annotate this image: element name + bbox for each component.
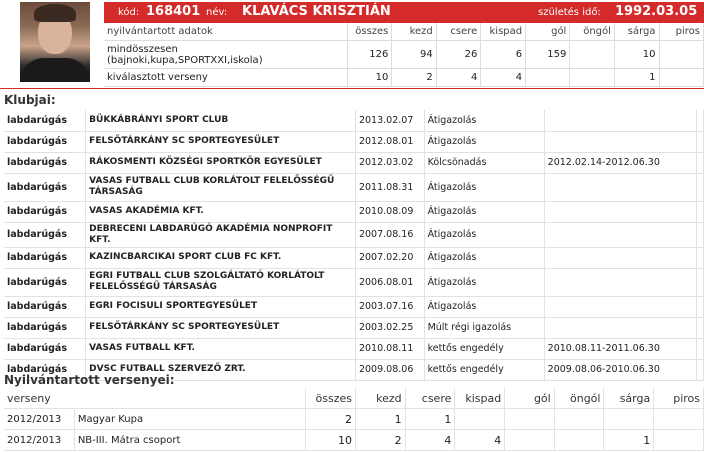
competitions-col-header: kezd [356,388,406,409]
player-stats-table [104,23,704,87]
club-date: 2011.08.31 [355,173,424,201]
club-transfer-type: Átigazolás [424,110,544,131]
club-name: VASAS FUTBALL CLUB KORLÁTOLT FELELŐSSÉGŰ TÁRSASÁG [86,173,356,201]
player-birth: 1992.03.05 [615,4,698,19]
club-name: VASAS AKADÉMIA KFT. [86,201,356,222]
club-row [4,131,704,152]
code-label: kód: [118,7,140,18]
col-piros: piros [659,23,704,41]
club-date: 2006.08.01 [355,268,424,296]
stat-value: 94 [392,41,436,69]
club-transfer-type: Átigazolás [424,222,544,247]
stat-value [570,41,615,69]
empty-cell [697,338,704,359]
club-row [4,247,704,268]
competitions-col-header: csere [405,388,455,409]
stat-value: 126 [347,41,392,69]
club-period [544,268,696,296]
name-label: név: [206,7,228,18]
club-row [4,222,704,247]
club-name: DEBRECENI LABDARÚGÓ AKADÉMIA NONPROFIT KFT. [86,222,356,247]
empty-cell [697,110,704,131]
col-kezd: kezd [392,23,436,41]
stat-value: 159 [526,41,570,69]
club-period [544,110,696,131]
stat-value: 2 [392,69,436,87]
stat-value [526,69,570,87]
club-row [4,110,704,131]
club-date: 2010.08.11 [355,338,424,359]
competitions-col-header: összes [306,388,356,409]
competition-stat-value: 1 [405,409,455,430]
competition-stat-value: 1 [604,430,654,451]
club-row [4,268,704,296]
club-name: RÁKOSMENTI KÖZSÉGI SPORTKÖR EGYESÜLET [86,152,356,173]
empty-cell [697,131,704,152]
player-code: 168401 [146,4,201,19]
competition-row [4,430,704,451]
competition-stat-value: 10 [306,430,356,451]
club-name: KAZINCBARCIKAI SPORT CLUB FC KFT. [86,247,356,268]
competition-stat-value [554,409,604,430]
club-sport: labdarúgás [4,152,86,173]
club-period [544,247,696,268]
club-name: BÜKKÁBRÁNYI SPORT CLUB [86,110,356,131]
empty-cell [697,296,704,317]
club-transfer-type: Átigazolás [424,201,544,222]
competition-stat-value [604,409,654,430]
competitions-col-header: öngól [554,388,604,409]
stat-value [659,69,704,87]
empty-cell [697,359,704,380]
club-row [4,201,704,222]
stat-value: 26 [436,41,481,69]
club-sport: labdarúgás [4,296,86,317]
stat-value [659,41,704,69]
stat-value [570,69,615,87]
club-row [4,338,704,359]
club-sport: labdarúgás [4,201,86,222]
competition-stat-value [554,430,604,451]
stat-value: 1 [614,69,659,87]
col-sarga: sárga [614,23,659,41]
club-transfer-type: Átigazolás [424,296,544,317]
competition-row [4,409,704,430]
club-transfer-type: Átigazolás [424,131,544,152]
player-photo [20,2,90,82]
competition-stat-value [505,409,554,430]
player-header-bar [104,2,704,23]
club-row [4,152,704,173]
competition-name: NB-III. Mátra csoport [74,430,305,451]
clubs-title: Klubjai: [4,93,56,107]
competitions-table [4,388,704,451]
club-sport: labdarúgás [4,110,86,131]
club-name: FELSŐTÁRKÁNY SC SPORTEGYESÜLET [86,131,356,152]
club-sport: labdarúgás [4,222,86,247]
club-period: 2009.08.06-2010.06.30 [544,359,696,380]
club-date: 2007.02.20 [355,247,424,268]
club-transfer-type: kettős engedély [424,359,544,380]
empty-cell [697,247,704,268]
club-date: 2009.08.06 [355,359,424,380]
empty-cell [697,268,704,296]
club-sport: labdarúgás [4,359,86,380]
stat-value: 4 [481,69,526,87]
stats-row-label: mindösszesen (bajnoki,kupa,SPORTXXI,iskola) [104,41,347,69]
club-transfer-type: Múlt régi igazolás [424,317,544,338]
col-ongol: öngól [570,23,615,41]
empty-cell [697,173,704,201]
competition-stat-value: 2 [306,409,356,430]
competition-stat-value [654,409,704,430]
club-date: 2012.03.02 [355,152,424,173]
club-period [544,201,696,222]
club-name: EGRI FOCISULI SPORTEGYESÜLET [86,296,356,317]
stat-value: 4 [436,69,481,87]
competitions-col-header: gól [505,388,554,409]
competitions-header-label: verseny [4,388,306,409]
competition-stat-value: 4 [455,430,505,451]
empty-cell [697,152,704,173]
club-period [544,173,696,201]
club-period [544,131,696,152]
stat-value: 10 [347,69,392,87]
empty-cell [697,201,704,222]
club-sport: labdarúgás [4,247,86,268]
club-transfer-type: Átigazolás [424,247,544,268]
club-name: VASAS FUTBALL KFT. [86,338,356,359]
club-date: 2003.02.25 [355,317,424,338]
competitions-col-header: piros [654,388,704,409]
club-name: EGRI FUTBALL CLUB SZOLGÁLTATÓ KORLÁTOLT FELELŐSSÉGŰ TÁRSASÁG [86,268,356,296]
club-transfer-type: Átigazolás [424,173,544,201]
competition-season: 2012/2013 [4,409,74,430]
club-transfer-type: Átigazolás [424,268,544,296]
club-row [4,296,704,317]
col-osszes: összes [347,23,392,41]
club-period [544,296,696,317]
empty-cell [697,317,704,338]
competitions-title: Nyilvántartott versenyei: [4,373,175,387]
club-period: 2010.08.11-2011.06.30 [544,338,696,359]
competition-name: Magyar Kupa [74,409,305,430]
competitions-col-header: sárga [604,388,654,409]
club-transfer-type: kettős engedély [424,338,544,359]
club-sport: labdarúgás [4,268,86,296]
club-row [4,317,704,338]
club-sport: labdarúgás [4,173,86,201]
competitions-header-row [4,388,704,409]
club-sport: labdarúgás [4,338,86,359]
competition-stat-value [505,430,554,451]
stat-value: 6 [481,41,526,69]
club-row [4,173,704,201]
club-date: 2010.08.09 [355,201,424,222]
col-csere: csere [436,23,481,41]
club-name: DVSC FUTBALL SZERVEZŐ ZRT. [86,359,356,380]
club-sport: labdarúgás [4,317,86,338]
stat-value: 10 [614,41,659,69]
competition-stat-value: 4 [405,430,455,451]
competition-stat-value [654,430,704,451]
club-period [544,222,696,247]
competition-stat-value: 2 [356,430,406,451]
club-date: 2003.07.16 [355,296,424,317]
col-kispad: kispad [481,23,526,41]
club-date: 2013.02.07 [355,110,424,131]
competition-stat-value: 1 [356,409,406,430]
empty-cell [697,222,704,247]
stats-row-label: kiválasztott verseny [104,69,347,87]
club-sport: labdarúgás [4,131,86,152]
col-gol: gól [526,23,570,41]
clubs-table [4,110,704,381]
birth-label: születés idő: [538,7,601,18]
club-date: 2007.08.16 [355,222,424,247]
competition-season: 2012/2013 [4,430,74,451]
club-period [544,317,696,338]
club-name: FELSŐTÁRKÁNY SC SPORTEGYESÜLET [86,317,356,338]
player-name: KLAVÁCS KRISZTIÁN [242,4,391,19]
stats-header-label: nyilvántartott adatok [104,23,347,41]
club-period: 2012.02.14-2012.06.30 [544,152,696,173]
section-divider [0,88,704,89]
competitions-col-header: kispad [455,388,505,409]
club-transfer-type: Kölcsönadás [424,152,544,173]
club-date: 2012.08.01 [355,131,424,152]
competition-stat-value [455,409,505,430]
